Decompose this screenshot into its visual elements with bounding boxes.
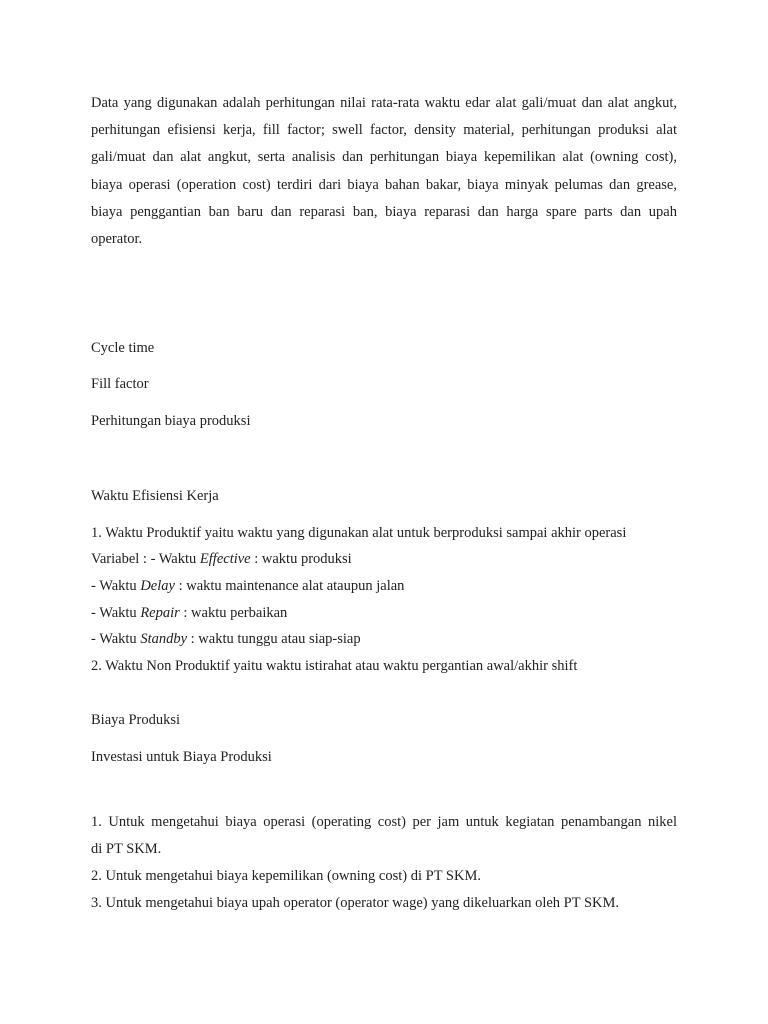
intro-line: biaya penggantian ban baru dan reparasi ban, biaya reparasi dan harga spare parts dan upah xyxy=(91,203,677,220)
goal-1-line-1: 1. Untuk mengetahui biaya operasi (operating cost) per jam untuk kegiatan penambangan nikel xyxy=(91,814,677,830)
production-heading: Biaya Produksi xyxy=(91,712,181,728)
variable-standby: - Waktu Standby : waktu tunggu atau siap-siap xyxy=(91,631,361,647)
term-effective: Effective xyxy=(199,551,251,567)
goal-1-line-2: di PT SKM. xyxy=(91,841,162,857)
term-delay: Delay xyxy=(140,578,175,594)
intro-line: operator. xyxy=(91,231,143,248)
intro-paragraph xyxy=(91,90,677,253)
efficiency-heading: Waktu Efisiensi Kerja xyxy=(91,488,219,504)
goal-3: 3. Untuk mengetahui biaya upah operator (operator wage) yang dikeluarkan oleh PT SKM. xyxy=(91,895,620,911)
topic-fill-factor: Fill factor xyxy=(91,376,149,392)
intro-line: Data yang digunakan adalah perhitungan nilai rata-rata waktu edar alat gali/muat dan alat angkut, xyxy=(91,95,677,111)
efficiency-item-2: 2. Waktu Non Produktif yaitu waktu istirahat atau waktu pergantian awal/akhir shift xyxy=(91,658,578,674)
efficiency-item-1: 1. Waktu Produktif yaitu waktu yang digunakan alat untuk berproduksi sampai akhir operasi xyxy=(91,525,627,541)
goal-2: 2. Untuk mengetahui biaya kepemilikan (owning cost) di PT SKM. xyxy=(91,868,481,884)
term-standby: Standby xyxy=(140,631,188,647)
topic-cycle-time: Cycle time xyxy=(91,340,155,356)
variable-effective: Variabel : - Waktu Effective : waktu produksi xyxy=(91,551,352,567)
intro-line: biaya operasi (operation cost) terdiri dari biaya bahan bakar, biaya minyak pelumas dan grease, xyxy=(91,176,677,193)
variable-repair: - Waktu Repair : waktu perbaikan xyxy=(91,605,288,621)
term-repair: Repair xyxy=(140,605,180,621)
intro-line: perhitungan efisiensi kerja, fill factor; swell factor, density material, perhitungan produksi alat xyxy=(91,122,677,139)
topic-production-cost: Perhitungan biaya produksi xyxy=(91,413,251,429)
variable-delay: - Waktu Delay : waktu maintenance alat ataupun jalan xyxy=(91,578,405,594)
intro-line: gali/muat dan alat angkut, serta analisis dan perhitungan biaya kepemilikan alat (owning cost), xyxy=(91,149,677,166)
production-investment: Investasi untuk Biaya Produksi xyxy=(91,749,272,765)
